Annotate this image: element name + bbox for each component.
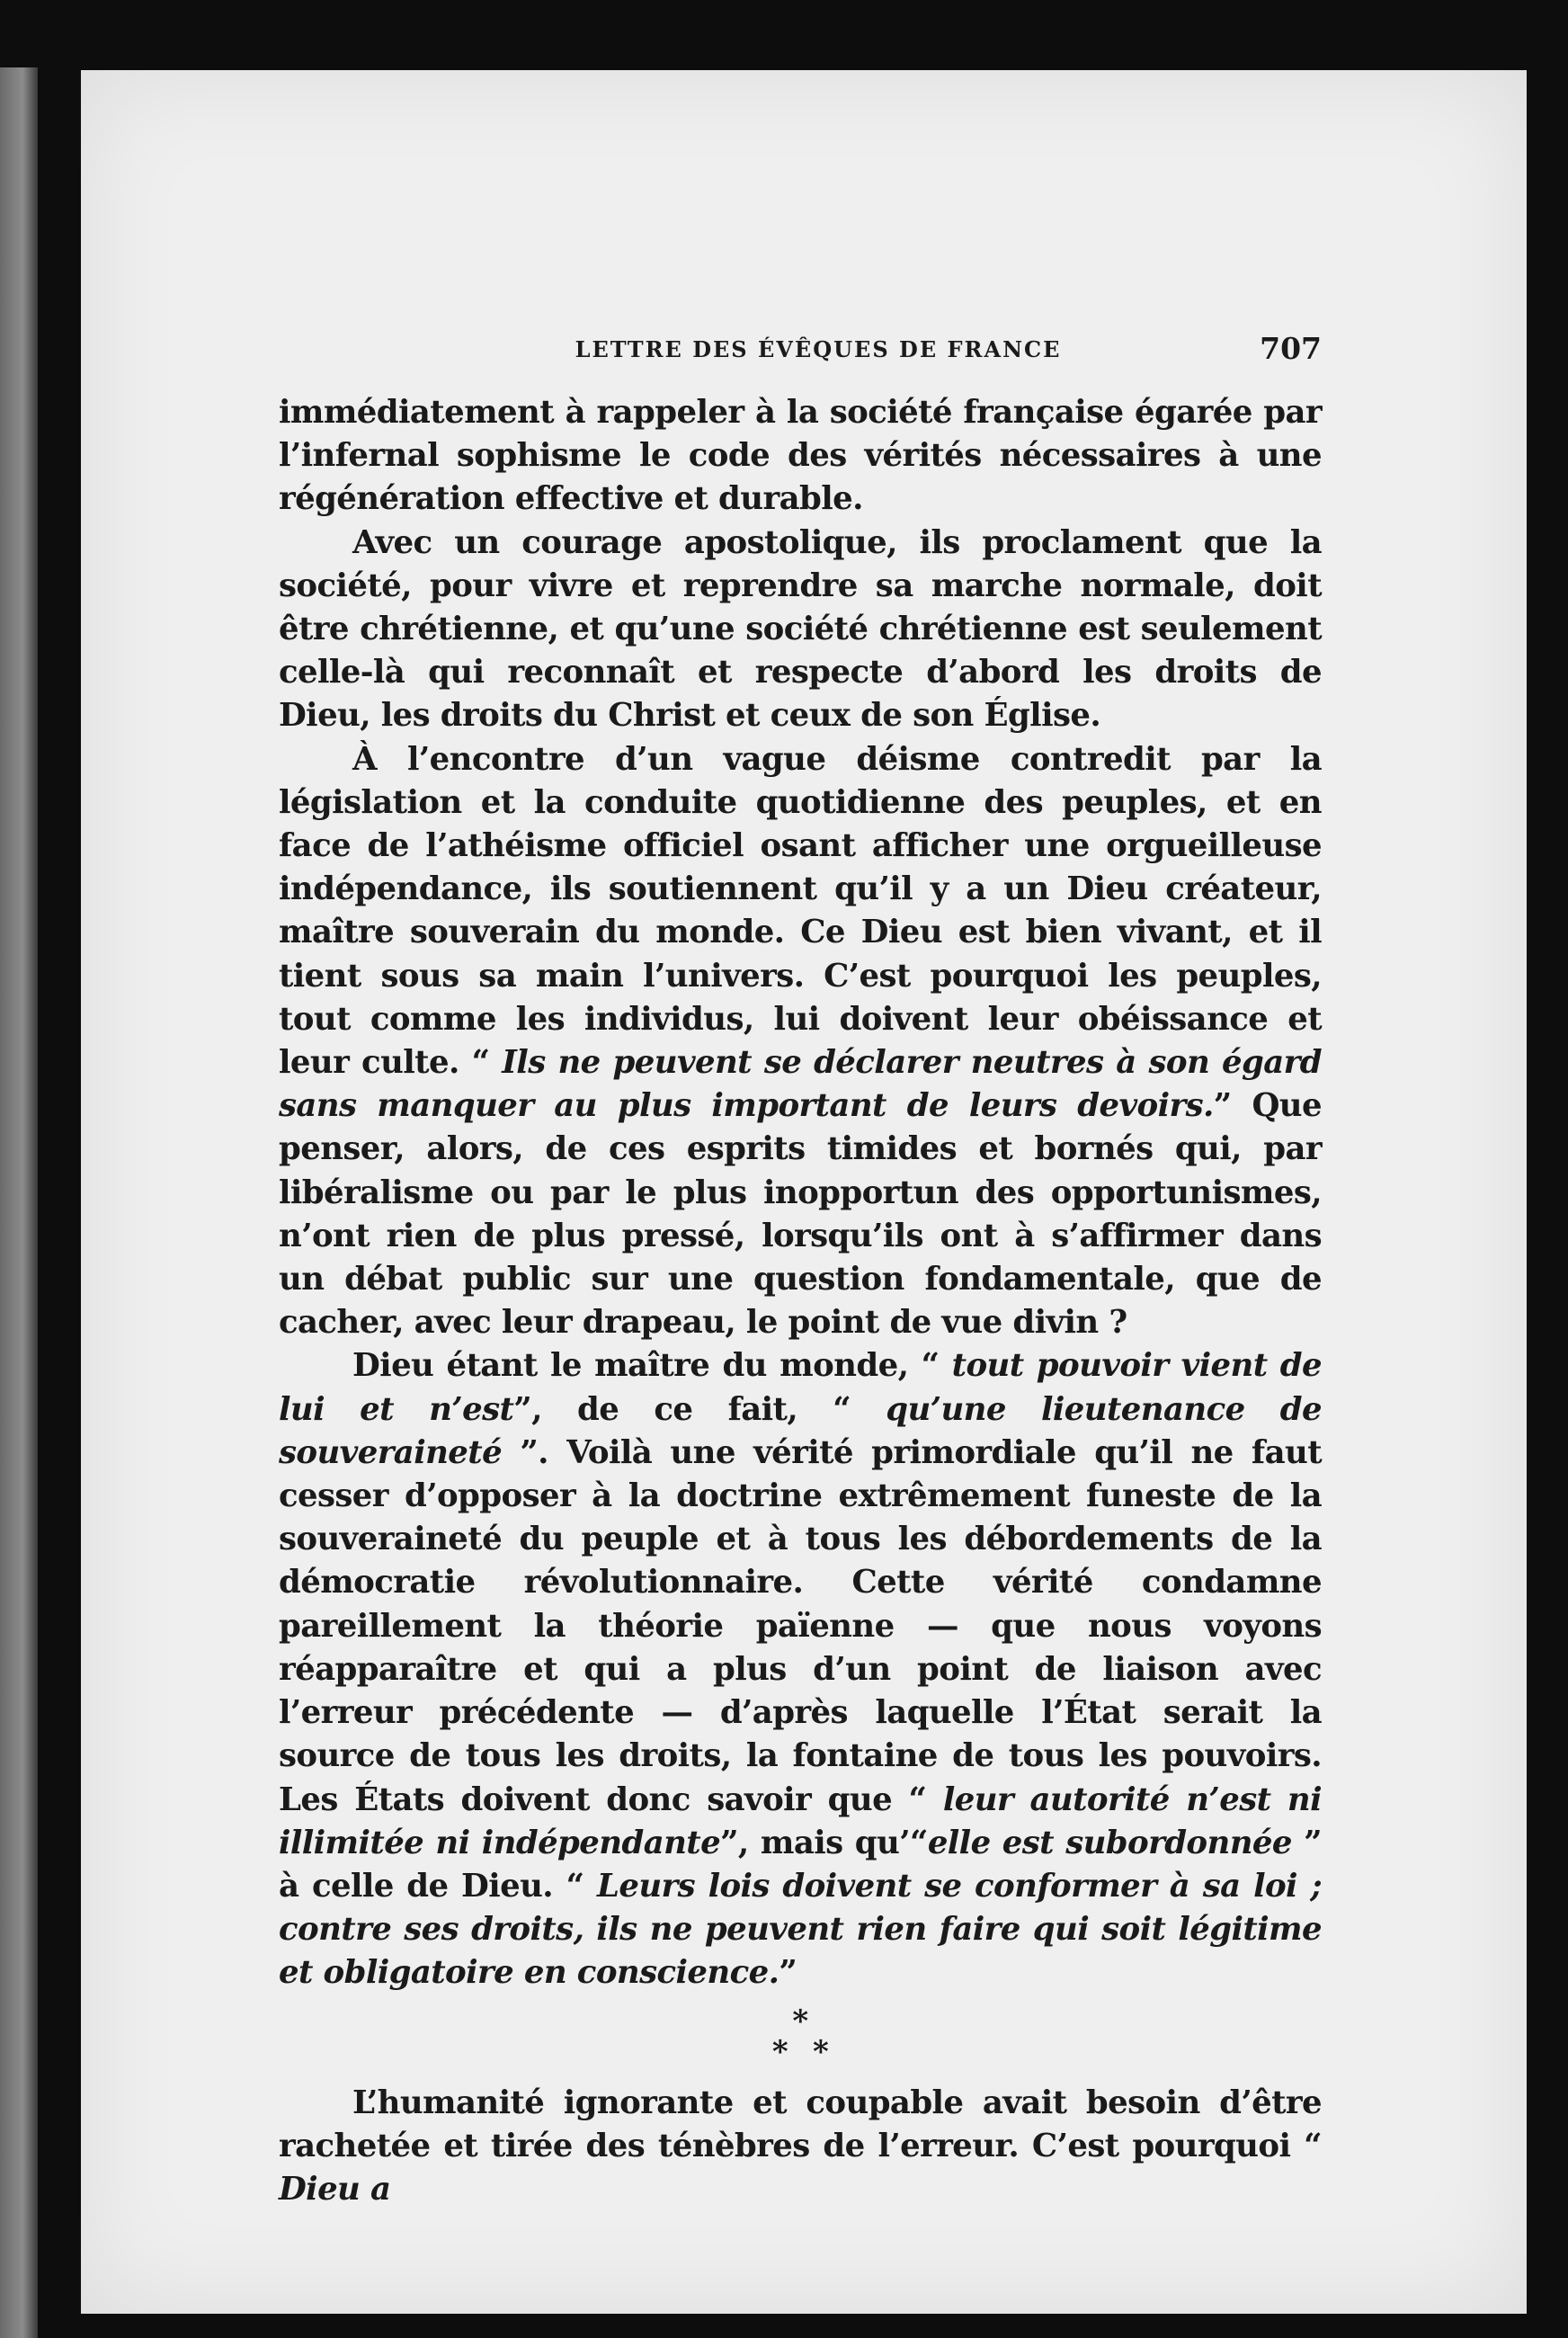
paragraph-4-quote-5: Leurs lois doivent se conformer à sa loi ; contre ses droits, ils ne peuvent rien faire qui soit légitime et obligatoire en conscience.	[279, 1867, 1322, 1992]
body-text	[279, 391, 1322, 2211]
paragraph-3-text-c: ” Que penser, alors, de ces esprits timides et bornés qui, par libéralisme ou par le plus inopportun des opportunismes, n’ont rien de plus pressé, lorsqu’ils ont à s’affirmer dans un débat public sur une question fondamentale, que de cacher, avec leur drapeau, le point de vue divin ?	[279, 1087, 1322, 1342]
paragraph-5-quote: Dieu a	[279, 2170, 391, 2208]
paragraph-5-text-a: L’humanité ignorante et coupable avait besoin d’être rachetée et tirée des ténèbres de l’erreur. C’est pourquoi “	[279, 2084, 1322, 2164]
paragraph-3-text-a: À l’encontre d’un vague déisme contredit par la législation et la conduite quotidienne des peuples, et en face de l’athéisme officiel osant afficher une orgueilleuse indépendance, ils soutiennent qu’il y a un Dieu créateur, maître souverain du monde. Ce Dieu est bien vivant, et il tient sous sa main l’univers. C’est pourquoi les peuples, tout comme les individus, lui doivent leur obéissance et leur culte. “	[279, 740, 1322, 1082]
running-header	[279, 331, 1322, 376]
paragraph-4-text-g: ”, mais qu’“	[720, 1824, 928, 1861]
running-title: LETTRE DES ÉVÊQUES DE FRANCE	[575, 336, 1062, 362]
paragraph-4-text-a: Dieu étant le maître du monde, “	[352, 1347, 952, 1385]
paragraph-4-text-e: ”. Voilà une vérité primordiale qu’il ne faut cesser d’opposer à la doctrine extrêmement funeste de la souveraineté du peuple et à tous les débordements de la démocratie révolutionnaire. Cette vérité condamne pareillement la théorie païenne — que nous voyons réapparaître et qui a plus d’un point de liaison avec l’erreur précédente — d’après laquelle l’État serait la source de tous les droits, la fontaine de tous les pouvoirs. Les États doivent donc savoir que “	[279, 1433, 1322, 1818]
section-asterism	[279, 2003, 1322, 2070]
paragraph-5	[279, 2082, 1322, 2212]
paragraph-1: immédiatement à rappeler à la société française égarée par l’infernal sophisme le code des vérités nécessaires à une régénération effective et durable.	[279, 394, 1322, 518]
asterism-bottom-left: *	[771, 2033, 788, 2070]
asterism-bottom	[279, 2033, 1322, 2070]
adjacent-page-edge	[0, 67, 38, 2338]
paragraph-2: Avec un courage apostolique, ils proclament que la société, pour vivre et reprendre sa marche normale, doit être chrétienne, et qu’une société chrétienne est seulement celle-là qui reconnaît et respecte d’abord les droits de Dieu, les droits du Christ et ceux de son Église.	[279, 523, 1322, 735]
paragraph-4-text-k: ”	[779, 1954, 797, 1992]
page-number: 707	[1260, 331, 1322, 366]
paragraph-4-text-c: ”, de ce fait, “	[513, 1390, 886, 1428]
paragraph-4-quote-3: leur autorité n’est ni illimitée ni indépendante	[279, 1780, 1322, 1861]
paragraph-3-quote: Ils ne peuvent se déclarer neutres à son égard sans manquer au plus important de leurs devoirs.	[279, 1044, 1322, 1125]
paragraph-4	[279, 1344, 1322, 1994]
paragraph-3	[279, 738, 1322, 1345]
paragraph-4-text-i: ” à celle de Dieu. “	[279, 1824, 1322, 1905]
paragraph-4-quote-4: elle est subordonnée	[927, 1824, 1292, 1861]
paragraph-4-quote-1: tout pouvoir vient de lui et n’est	[279, 1347, 1322, 1428]
asterism-bottom-right: *	[813, 2033, 829, 2070]
paragraph-4-quote-2: qu’une lieutenance de souveraineté	[279, 1390, 1322, 1471]
asterism-top: *	[792, 2003, 808, 2039]
